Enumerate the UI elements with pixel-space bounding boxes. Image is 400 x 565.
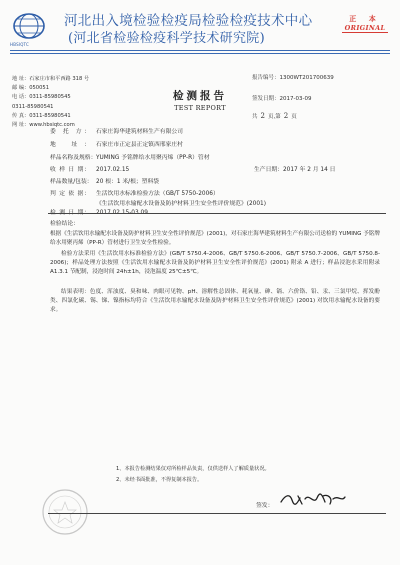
org-subtitle: (河北省检验检疫科学技术研究院) [68,31,265,46]
org-title: 河北出入境检验检疫局检验检疫技术中心 [64,13,313,29]
handwritten-signature [278,490,348,510]
field-address: 地 址： 石家庄市正定县正定镇西邢家庄村 [50,142,183,148]
production-date: 生产日期：2017 年 2 月 14 日 [254,167,336,173]
page-total: 2 [260,112,265,120]
field-sample-qty: 样品数量/包装： 20 根：1 米/根；塑料袋 [50,179,160,185]
page-count: 共 2 页,第 2 页 [252,112,297,120]
logo-caption: HBSIQTC [10,42,29,47]
page-current: 2 [283,112,289,120]
field-basis-2: 《生活饮用水输配水设备及防护材料卫生安全性评价规范》(2001) [96,201,266,207]
bottom-rule [48,513,386,514]
original-stamp-en: ORIGINAL [342,24,388,33]
original-stamp-zh: 正 本 [349,14,381,23]
field-basis: 判 定 依 据： 生活饮用水标准检验方法（GB/T 5750-2006） [50,191,219,197]
official-seal-icon [40,484,90,544]
phone-2: 0311-85980541 [12,103,54,110]
fax: 传 真：0311-85980541 [12,112,71,119]
website: 网 址：www.hbsiqtc.com [12,122,75,129]
field-sample-name: 样品名称及规格：YUMING 予铭牌给水用聚丙烯（PP-R）管材 [50,155,210,161]
contact-block [12,75,89,130]
report-title-en: TEST REPORT [174,104,226,112]
address: 地 址：石家庄市和平西路 318 号 [12,76,90,82]
conclusion-para-1: 根据《生活饮用水输配水设备及防护材料卫生安全性评价规范》(2001)，对石家庄海华建筑材料生产有限公司送检的 YUMING 予铭牌给水用聚丙烯（PP-R）管材进行卫生安全性检验。 [50,231,380,247]
issue-date: 签发日期：2017-03-09 [252,96,312,102]
field-client: 委 托 方： 石家庄海华建筑材料生产有限公司 [50,129,183,135]
field-test-date: 检 测 日 期： 2017.02.15-03.09 [50,210,148,216]
org-logo-icon [12,12,46,42]
footnote-1: 1、本报告检测结果仅对所检样品负责，仅供送样人了解质量状况。 [116,466,270,472]
conclusion-label: 检验结论： [50,221,79,227]
conclusion-para-3: 结果表明：色度、浑浊度、臭和味、肉眼可见物、pH、溶解性总固体、耗氧量、砷、镉、六价铬、铅、汞、三氯甲烷、挥发酚类、四氯化碳、锡、锑、镍指标均符合《生活饮用水输配水设备及防护材料卫生安全性评价规范》(2001) 对饮用水输配水设备的要求。 [50,289,380,314]
report-title: 检测报告 [173,90,227,102]
conclusion-para-2: 检验方法采用《生活饮用水标准检验方法》(GB/T 5750.4-2006、GB/T 5750.6-2006、GB/T 5750.7-2006、GB/T 5750.8-2006)；样品处理方法按照《生活饮用水输配水设备及防护材料卫生安全性评价规范》(2001) 附录 A 进行；样品浸泡水采用附录 A1.3.1 节配制，浸泡时间 24h±1h，浸泡温度 25℃±5℃。 [50,251,380,276]
postcode: 邮 编：050051 [12,85,50,92]
phone: 电 话：0311-85980545 [12,94,71,101]
header-rule-1 [10,50,390,51]
original-stamp [342,14,388,33]
field-receive-date: 收 样 日 期： 2017.02.15 [50,167,130,173]
report-number: 报告编号：1300WT201700639 [252,75,334,81]
header-rule-2 [10,53,390,54]
footnote-2: 2、未经书面批准，不得复制本报告。 [116,477,203,483]
signer-label: 签发： [256,503,274,509]
